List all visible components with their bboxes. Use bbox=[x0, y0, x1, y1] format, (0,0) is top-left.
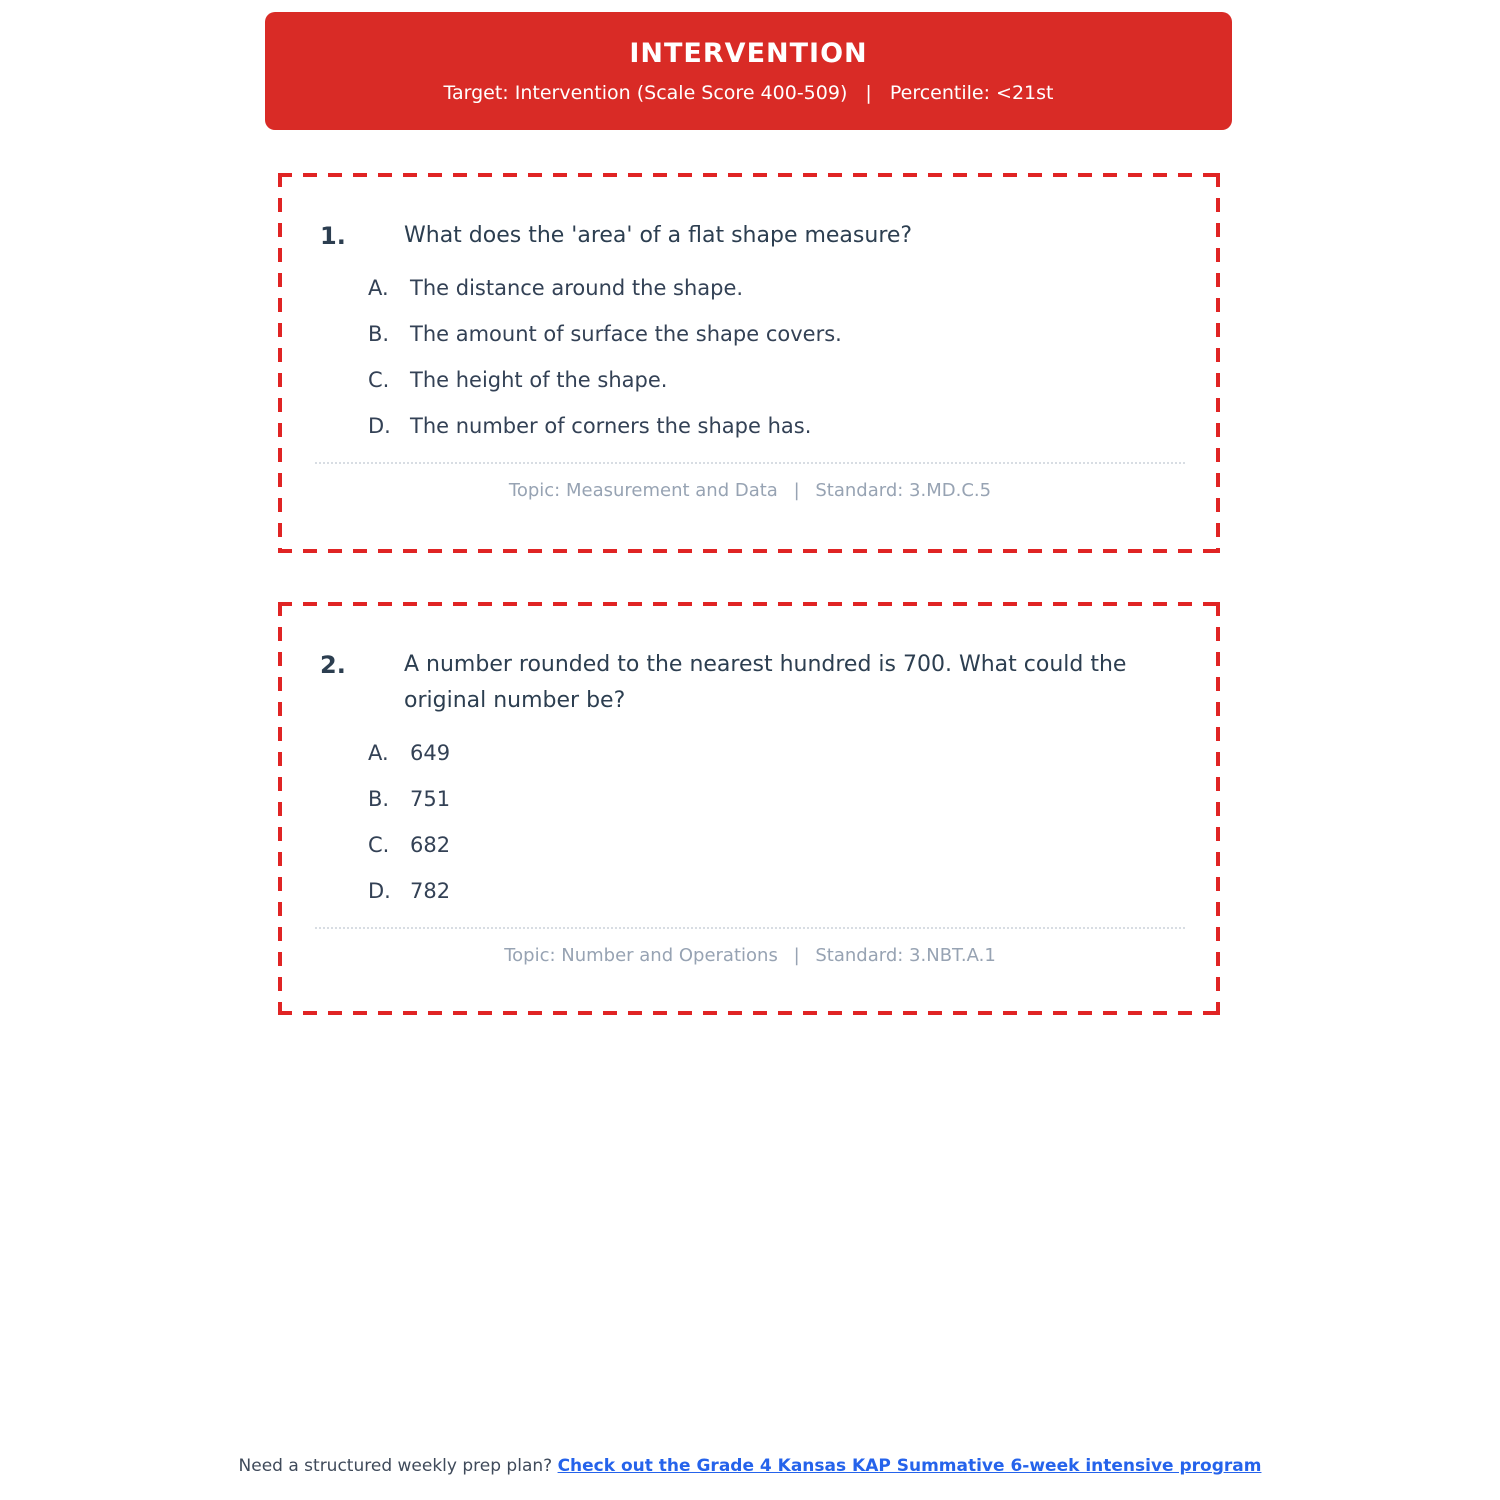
option-c bbox=[368, 362, 1180, 398]
question-2-meta bbox=[320, 945, 1180, 966]
meta-divider: | bbox=[793, 480, 800, 501]
option-text: 649 bbox=[410, 741, 451, 765]
question-1-number: 1. bbox=[320, 222, 346, 250]
option-text: The distance around the shape. bbox=[410, 276, 744, 300]
prep-program-link[interactable]: Check out the Grade 4 Kansas KAP Summative 6-week intensive program bbox=[557, 1456, 1262, 1476]
meta-divider: | bbox=[793, 945, 800, 966]
banner-title: INTERVENTION bbox=[629, 38, 868, 69]
question-card-2 bbox=[278, 602, 1220, 1015]
option-letter: A. bbox=[368, 741, 389, 765]
option-letter: C. bbox=[368, 833, 390, 857]
banner-target-label: Target: Intervention (Scale Score 400-509) bbox=[443, 82, 848, 104]
question-1-meta bbox=[320, 480, 1180, 501]
topic-label: Topic: Measurement and Data bbox=[508, 480, 778, 501]
banner-percentile-label: Percentile: <21st bbox=[889, 82, 1054, 104]
option-text: The number of corners the shape has. bbox=[410, 414, 812, 438]
intervention-banner bbox=[265, 12, 1232, 130]
question-1-text: What does the 'area' of a flat shape measure? bbox=[404, 223, 913, 248]
option-a bbox=[368, 735, 1180, 771]
question-2-options bbox=[368, 735, 1180, 909]
option-text: The amount of surface the shape covers. bbox=[410, 322, 842, 346]
option-letter: D. bbox=[368, 414, 391, 438]
option-c bbox=[368, 827, 1180, 863]
option-b bbox=[368, 316, 1180, 352]
question-card-1 bbox=[278, 173, 1220, 553]
standard-label: Standard: 3.MD.C.5 bbox=[815, 480, 992, 501]
option-b bbox=[368, 781, 1180, 817]
option-text: 751 bbox=[410, 787, 451, 811]
option-letter: C. bbox=[368, 368, 390, 392]
option-a bbox=[368, 270, 1180, 306]
option-text: 782 bbox=[410, 879, 451, 903]
option-d bbox=[368, 408, 1180, 444]
option-letter: B. bbox=[368, 322, 390, 346]
option-text: 682 bbox=[410, 833, 451, 857]
option-text: The height of the shape. bbox=[410, 368, 668, 392]
option-letter: A. bbox=[368, 276, 389, 300]
option-letter: B. bbox=[368, 787, 390, 811]
option-letter: D. bbox=[368, 879, 391, 903]
prep-plan-footer bbox=[0, 1456, 1500, 1476]
question-1-row bbox=[320, 218, 1180, 254]
question-2-row bbox=[320, 647, 1180, 719]
prep-plan-prompt: Need a structured weekly prep plan? bbox=[238, 1456, 553, 1476]
divider-line bbox=[315, 462, 1185, 464]
question-2-text: A number rounded to the nearest hundred is 700. What could the original number be? bbox=[404, 652, 1127, 713]
option-d bbox=[368, 873, 1180, 909]
question-2-number: 2. bbox=[320, 651, 346, 679]
question-1-options bbox=[368, 270, 1180, 444]
standard-label: Standard: 3.NBT.A.1 bbox=[815, 945, 996, 966]
banner-subtitle bbox=[444, 82, 1054, 104]
banner-divider: | bbox=[865, 82, 872, 104]
divider-line bbox=[315, 927, 1185, 929]
topic-label: Topic: Number and Operations bbox=[504, 945, 778, 966]
